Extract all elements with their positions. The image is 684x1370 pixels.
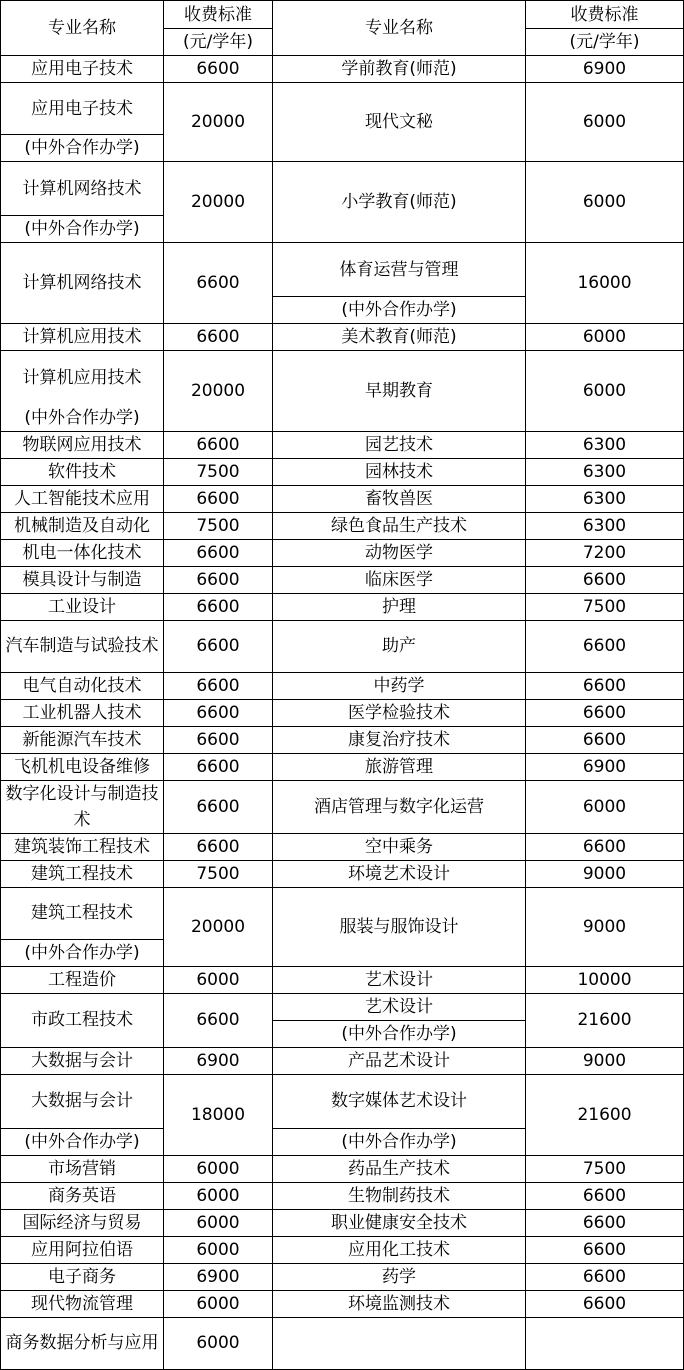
empty-cell — [526, 1317, 684, 1369]
fee-value: 6600 — [526, 1236, 684, 1263]
fee-value: 6300 — [526, 485, 684, 512]
fee-value: 6600 — [526, 672, 684, 699]
major-name: 药品生产技术 — [273, 1155, 526, 1182]
fee-value: 6600 — [526, 726, 684, 753]
fee-value: 6900 — [526, 753, 684, 780]
major-name: 服装与服饰设计 — [273, 887, 526, 966]
major-name: 工业机器人技术 — [1, 699, 164, 726]
major-name: 市场营销 — [1, 1155, 164, 1182]
empty-cell — [273, 1317, 526, 1369]
coop-note: (中外合作办学) — [1, 405, 164, 432]
fee-value: 6600 — [164, 539, 273, 566]
header-fee-right: 收费标准 — [526, 1, 684, 29]
fee-value: 16000 — [526, 243, 684, 324]
fee-value: 7500 — [526, 1155, 684, 1182]
fee-value: 6600 — [526, 620, 684, 672]
major-name: 电气自动化技术 — [1, 672, 164, 699]
fee-value: 6600 — [164, 780, 273, 833]
major-name: 动物医学 — [273, 539, 526, 566]
major-name: 临床医学 — [273, 566, 526, 593]
major-name: 早期教育 — [273, 351, 526, 432]
major-name: 大数据与会计 — [1, 1047, 164, 1074]
header-major-right: 专业名称 — [273, 1, 526, 56]
fee-value: 9000 — [526, 887, 684, 966]
header-fee-unit-right: (元/学年) — [526, 29, 684, 56]
fee-value: 6000 — [526, 162, 684, 243]
coop-note: (中外合作办学) — [1, 216, 164, 243]
major-name: 建筑装饰工程技术 — [1, 833, 164, 860]
major-name: 应用电子技术 — [1, 83, 164, 135]
major-name: 商务数据分析与应用 — [1, 1317, 164, 1369]
major-name: 计算机应用技术 — [1, 324, 164, 351]
major-name: 医学检验技术 — [273, 699, 526, 726]
header-major-left: 专业名称 — [1, 1, 164, 56]
fee-value: 6600 — [164, 566, 273, 593]
fee-value: 9000 — [526, 1047, 684, 1074]
major-name: 康复治疗技术 — [273, 726, 526, 753]
fee-value: 7500 — [164, 512, 273, 539]
coop-note: (中外合作办学) — [273, 297, 526, 324]
major-name: 体育运营与管理 — [273, 243, 526, 297]
fee-value: 6000 — [164, 1155, 273, 1182]
fee-value: 20000 — [164, 83, 273, 162]
fee-value: 6000 — [164, 1182, 273, 1209]
major-name: 机械制造及自动化 — [1, 512, 164, 539]
coop-note: (中外合作办学) — [273, 1128, 526, 1155]
major-name: 园林技术 — [273, 458, 526, 485]
fee-value: 6600 — [164, 753, 273, 780]
fee-value: 6900 — [526, 56, 684, 83]
fee-value: 6600 — [164, 431, 273, 458]
header-fee-unit-left: (元/学年) — [164, 29, 273, 56]
fee-value: 6600 — [526, 1209, 684, 1236]
major-name: 计算机网络技术 — [1, 243, 164, 324]
fee-value: 21600 — [526, 993, 684, 1047]
major-name: 新能源汽车技术 — [1, 726, 164, 753]
fee-value: 18000 — [164, 1074, 273, 1155]
fee-value: 6600 — [526, 833, 684, 860]
major-name: 大数据与会计 — [1, 1074, 164, 1128]
fee-value: 6000 — [164, 966, 273, 993]
fee-value: 6600 — [164, 833, 273, 860]
fee-value: 6600 — [164, 243, 273, 324]
fee-value: 6000 — [164, 1236, 273, 1263]
fee-value: 6600 — [164, 993, 273, 1047]
fee-value: 6000 — [164, 1209, 273, 1236]
major-name: 物联网应用技术 — [1, 431, 164, 458]
fee-value: 20000 — [164, 162, 273, 243]
major-name: 环境监测技术 — [273, 1290, 526, 1317]
coop-note: (中外合作办学) — [273, 1020, 526, 1047]
major-name: 空中乘务 — [273, 833, 526, 860]
fee-value: 6600 — [164, 620, 273, 672]
fee-value: 6000 — [526, 83, 684, 162]
fee-value: 6600 — [526, 1263, 684, 1290]
major-name: 护理 — [273, 593, 526, 620]
fee-value: 6600 — [526, 1290, 684, 1317]
major-name: 国际经济与贸易 — [1, 1209, 164, 1236]
fee-value: 6000 — [526, 780, 684, 833]
major-name: 汽车制造与试验技术 — [1, 620, 164, 672]
fee-value: 21600 — [526, 1074, 684, 1155]
major-name: 人工智能技术应用 — [1, 485, 164, 512]
major-name: 药学 — [273, 1263, 526, 1290]
major-name: 应用化工技术 — [273, 1236, 526, 1263]
major-name: 助产 — [273, 620, 526, 672]
major-name: 畜牧兽医 — [273, 485, 526, 512]
major-name: 计算机网络技术 — [1, 162, 164, 216]
header-fee-left: 收费标准 — [164, 1, 273, 29]
major-name: 园艺技术 — [273, 431, 526, 458]
fee-value: 6600 — [526, 699, 684, 726]
fee-value: 6600 — [164, 485, 273, 512]
fee-value: 20000 — [164, 351, 273, 432]
fee-value: 7200 — [526, 539, 684, 566]
major-name: 生物制药技术 — [273, 1182, 526, 1209]
major-name: 商务英语 — [1, 1182, 164, 1209]
fee-value: 6600 — [526, 566, 684, 593]
fee-value: 6000 — [164, 1317, 273, 1369]
major-name: 建筑工程技术 — [1, 860, 164, 887]
fee-value: 7500 — [164, 458, 273, 485]
major-name: 艺术设计 — [273, 993, 526, 1020]
fee-value: 6000 — [526, 351, 684, 432]
major-name: 建筑工程技术 — [1, 887, 164, 939]
fee-value: 6600 — [164, 672, 273, 699]
fee-value: 7500 — [526, 593, 684, 620]
fee-value: 6000 — [526, 324, 684, 351]
fee-value: 6900 — [164, 1263, 273, 1290]
fee-value: 7500 — [164, 860, 273, 887]
fee-value: 6300 — [526, 458, 684, 485]
coop-note: (中外合作办学) — [1, 135, 164, 162]
major-name: 软件技术 — [1, 458, 164, 485]
major-name: 学前教育(师范) — [273, 56, 526, 83]
fee-value: 6600 — [164, 699, 273, 726]
fee-value: 6000 — [164, 1290, 273, 1317]
fee-value: 6900 — [164, 1047, 273, 1074]
major-name: 绿色食品生产技术 — [273, 512, 526, 539]
major-name: 旅游管理 — [273, 753, 526, 780]
major-name: 数字媒体艺术设计 — [273, 1074, 526, 1128]
major-name: 市政工程技术 — [1, 993, 164, 1047]
major-name: 计算机应用技术 — [1, 351, 164, 405]
fee-value: 6300 — [526, 431, 684, 458]
major-name: 机电一体化技术 — [1, 539, 164, 566]
major-name: 工程造价 — [1, 966, 164, 993]
fee-value: 6600 — [526, 1182, 684, 1209]
fee-value: 6300 — [526, 512, 684, 539]
major-name: 美术教育(师范) — [273, 324, 526, 351]
major-name: 小学教育(师范) — [273, 162, 526, 243]
fee-value: 10000 — [526, 966, 684, 993]
major-name: 模具设计与制造 — [1, 566, 164, 593]
major-name: 飞机机电设备维修 — [1, 753, 164, 780]
fee-value: 20000 — [164, 887, 273, 966]
major-name: 现代文秘 — [273, 83, 526, 162]
coop-note: (中外合作办学) — [1, 939, 164, 966]
major-name: 数字化设计与制造技术 — [1, 780, 164, 833]
major-name: 现代物流管理 — [1, 1290, 164, 1317]
fee-value: 9000 — [526, 860, 684, 887]
major-name: 艺术设计 — [273, 966, 526, 993]
major-name: 电子商务 — [1, 1263, 164, 1290]
coop-note: (中外合作办学) — [1, 1128, 164, 1155]
major-name: 职业健康安全技术 — [273, 1209, 526, 1236]
fee-value: 6600 — [164, 593, 273, 620]
fee-value: 6600 — [164, 726, 273, 753]
major-name: 应用电子技术 — [1, 56, 164, 83]
major-name: 应用阿拉伯语 — [1, 1236, 164, 1263]
major-name: 中药学 — [273, 672, 526, 699]
major-name: 酒店管理与数字化运营 — [273, 780, 526, 833]
fee-value: 6600 — [164, 324, 273, 351]
fee-value: 6600 — [164, 56, 273, 83]
major-name: 工业设计 — [1, 593, 164, 620]
major-name: 环境艺术设计 — [273, 860, 526, 887]
major-name: 产品艺术设计 — [273, 1047, 526, 1074]
